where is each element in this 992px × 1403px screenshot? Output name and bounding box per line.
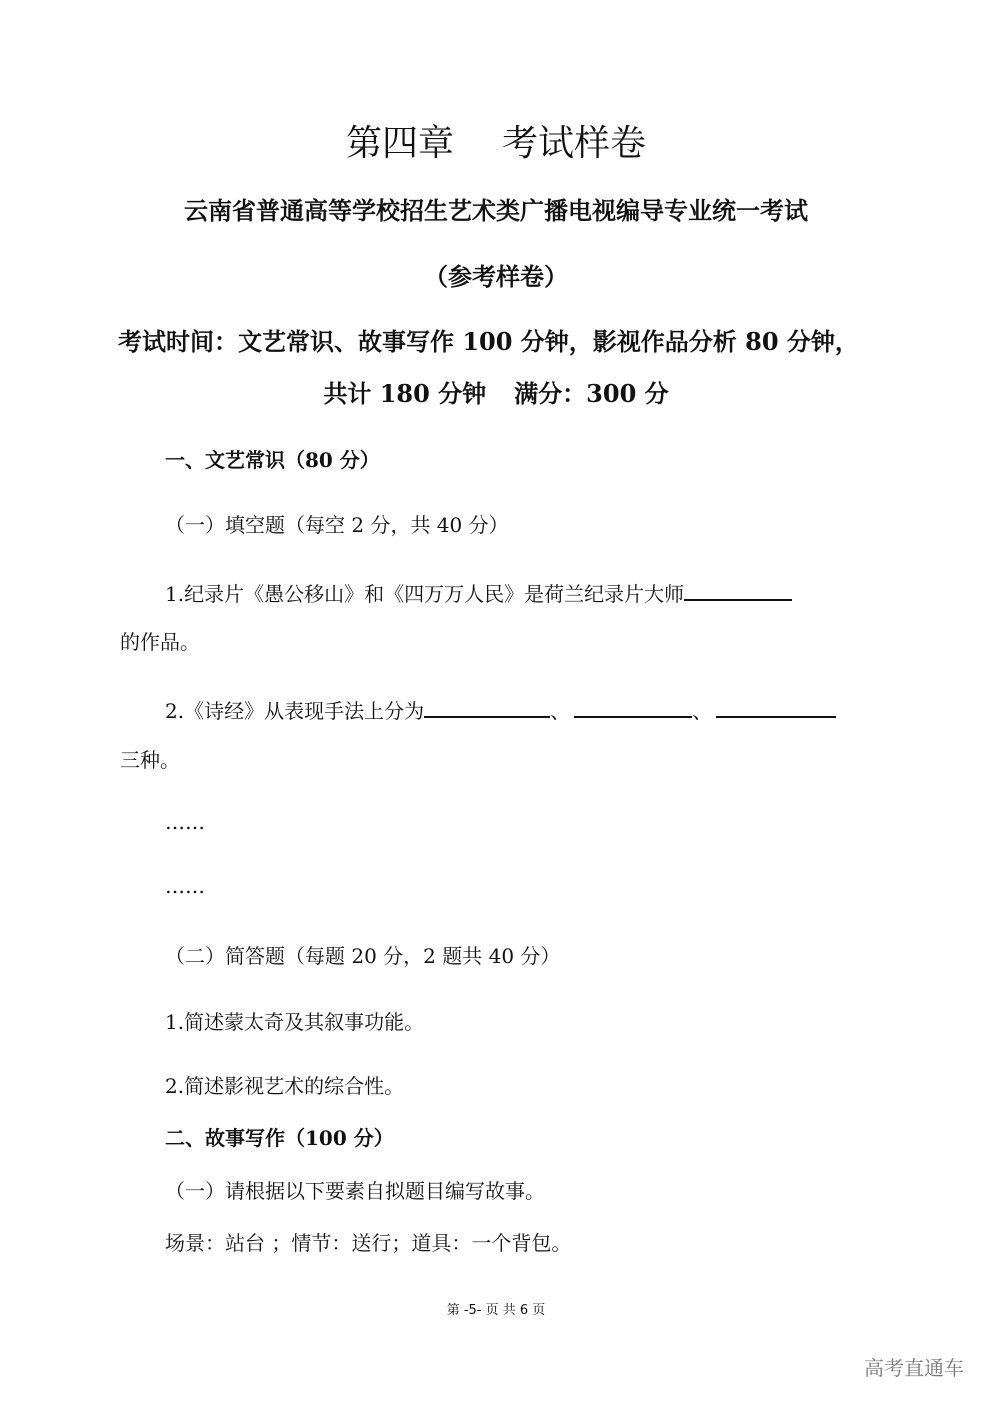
section1-heading: 一、文艺常识（80 分） [165,448,380,472]
page-footer: 第 -5- 页 共 6 页 [446,1303,546,1318]
separator: 、 [692,699,713,723]
total-time: 共计 180 分钟 [323,379,487,408]
exam-subtitle: 云南省普通高等学校招生艺术类广播电视编导专业统一考试 [184,196,808,225]
ellipsis: …… [165,810,205,834]
question-1 [165,581,792,604]
question-2-text: 2.《诗经》从表现手法上分为 [165,699,425,723]
exam-time-line: 考试时间：文艺常识、故事写作 100 分钟，影视作品分析 80 分钟， [118,327,859,356]
chapter-label: 第四章 [345,123,454,164]
short-answer-2: 2.简述影视艺术的综合性。 [165,1074,405,1098]
story-instruction: （一）请根据以下要素自拟题目编写故事。 [165,1179,545,1203]
section2-heading: 二、故事写作（100 分） [165,1126,394,1150]
question-1-cont: 的作品。 [120,630,200,654]
reference-label: （参考样卷） [424,262,568,291]
answer-blank [574,698,692,718]
full-score: 满分：300 分 [514,379,669,408]
answer-blank [684,581,792,601]
question-1-text: 1.纪录片《愚公移山》和《四万万人民》是荷兰纪录片大师 [165,582,685,606]
part2-heading: （二）简答题（每题 20 分，2 题共 40 分） [165,944,561,968]
question-2 [165,698,836,721]
separator: 、 [550,699,571,723]
watermark: 高考直通车 [864,1356,964,1380]
part1-heading: （一）填空题（每空 2 分，共 40 分） [165,513,509,537]
question-2-cont: 三种。 [120,748,180,772]
exam-total-line [0,379,992,408]
story-elements: 场景：站台 ；情节：送行；道具：一个背包。 [165,1231,572,1255]
short-answer-1: 1.简述蒙太奇及其叙事功能。 [165,1010,425,1034]
answer-blank [716,698,836,718]
ellipsis: …… [165,874,205,898]
chapter-name: 考试样卷 [502,123,647,164]
page-title [0,123,992,164]
answer-blank [424,698,550,718]
